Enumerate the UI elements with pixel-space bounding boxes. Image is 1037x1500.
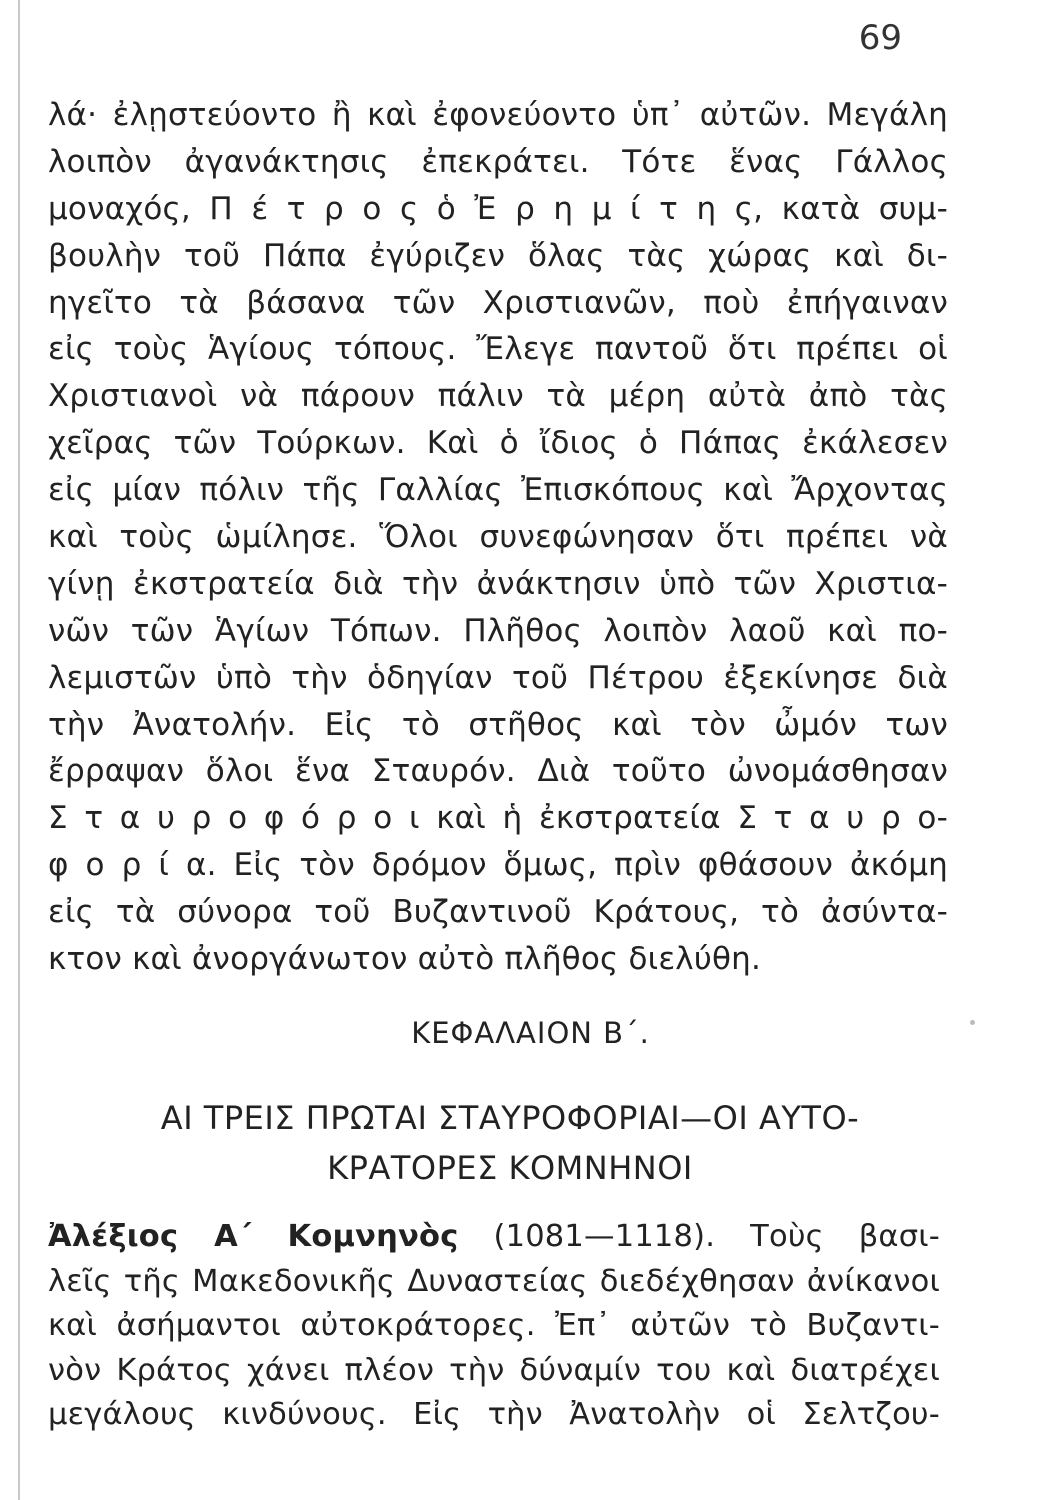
text-line: λοιπὸν ἀγανάκτησις ἐπεκράτει. Τότε ἕνας Γάλλος (48, 143, 948, 180)
text-line: λεμιστῶν ὑπὸ τὴν ὁδηγίαν τοῦ Πέτρου ἐξεκίνησε διὰ (48, 659, 948, 696)
text-line: εἰς τὰ σύνορα τοῦ Βυζαντινοῦ Κράτους, τὸ ἀσύντα- (48, 894, 948, 931)
text-line: Σ τ α υ ρ ο φ ό ρ ο ι καὶ ἡ ἐκστρατεία Σ τ α υ ρ ο- (48, 800, 948, 837)
section-title (60, 1093, 960, 1193)
text-line: εἰς τοὺς Ἁγίους τόπους. Ἔλεγε παντοῦ ὅτι πρέπει οἱ (48, 331, 948, 368)
text-line: κτον καὶ ἀνοργάνωτον αὐτὸ πλῆθος διελύθη. (48, 941, 762, 978)
paragraph-main (48, 92, 948, 983)
text-line: χεῖρας τῶν Τούρκων. Καὶ ὁ ἴδιος ὁ Πάπας ἐκάλεσεν (48, 425, 948, 462)
page-number: 69 (858, 18, 902, 58)
text-line: λά· ἐλῃστεύοντο ἢ καὶ ἐφονεύοντο ὑπ᾽ αὐτῶν. Μεγάλη (48, 97, 948, 133)
chapter-heading: ΚΕΦΑΛΑΙΟΝ Β΄. (411, 1016, 650, 1050)
text-line: Χριστιανοὶ νὰ πάρουν πάλιν τὰ μέρη αὐτὰ ἀπὸ τὰς (48, 378, 948, 415)
lead-line-rest: (1081—1118). Τοὺς βασι- (458, 1219, 940, 1254)
text-line: νῶν τῶν Ἁγίων Τόπων. Πλῆθος λοιπὸν λαοῦ καὶ πο- (48, 612, 948, 649)
text-line: λεῖς τῆς Μακεδονικῆς Δυναστείας διεδέχθησαν ἀνίκανοι (48, 1263, 940, 1299)
text-line: μοναχός, Π έ τ ρ ο ς ὁ Ἐ ρ η μ ί τ η ς, κατὰ συμ- (48, 190, 948, 227)
paragraph-alexios (48, 1215, 940, 1438)
text-line: νὸν Κράτος χάνει πλέον τὴν δύναμίν του καὶ διατρέχει (48, 1352, 940, 1388)
section-title-line: ΑΙ ΤΡΕΙΣ ΠΡΩΤΑΙ ΣΤΑΥΡΟΦΟΡΙΑΙ—ΟΙ ΑΥΤΟ- (160, 1099, 860, 1137)
text-line: καὶ ἀσήμαντοι αὐτοκράτορες. Ἐπ᾽ αὐτῶν τὸ Βυζαντι- (48, 1308, 940, 1344)
text-line: εἰς μίαν πόλιν τῆς Γαλλίας Ἐπισκόπους καὶ Ἄρχοντας (48, 472, 948, 509)
text-line: γίνῃ ἐκστρατεία διὰ τὴν ἀνάκτησιν ὑπὸ τῶν Χριστια- (48, 565, 948, 602)
text-line: βουλὴν τοῦ Πάπα ἐγύριζεν ὅλας τὰς χώρας καὶ δι- (48, 237, 948, 274)
text-line (48, 1215, 940, 1260)
section-title-line: ΚΡΑΤΟΡΕΣ ΚΟΜΝΗΝΟΙ (327, 1149, 693, 1187)
page-edge-line (18, 0, 20, 1500)
text-line: φ ο ρ ί α. Εἰς τὸν δρόμον ὅμως, πρὶν φθάσουν ἀκόμη (48, 847, 948, 884)
text-line: τὴν Ἀνατολήν. Εἰς τὸ στῆθος καὶ τὸν ὦμόν των (48, 706, 948, 743)
text-line: ηγεῖτο τὰ βάσανα τῶν Χριστιανῶν, ποὺ ἐπήγαιναν (48, 284, 948, 321)
text-line: καὶ τοὺς ὡμίλησε. Ὅλοι συνεφώνησαν ὅτι πρέπει νὰ (48, 519, 948, 556)
text-line: μεγάλους κινδύνους. Εἰς τὴν Ἀνατολὴν οἱ Σελτζου- (48, 1397, 940, 1433)
text-line: ἔρραψαν ὅλοι ἕνα Σταυρόν. Διὰ τοῦτο ὠνομάσθησαν (48, 753, 948, 790)
lead-heading: Ἀλέξιος Α΄ Κομνηνὸς (48, 1219, 459, 1254)
